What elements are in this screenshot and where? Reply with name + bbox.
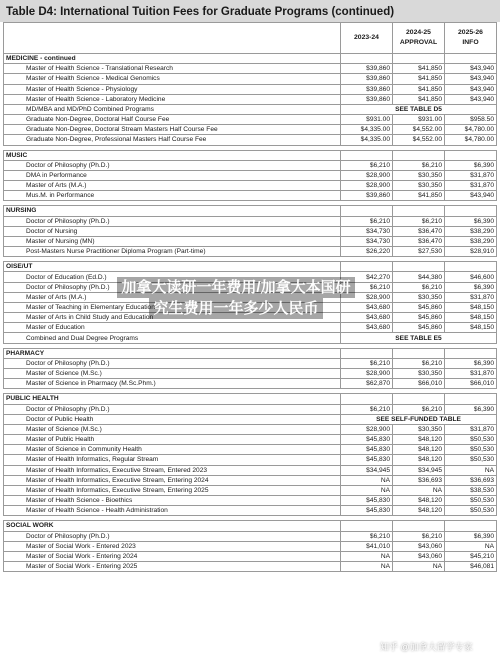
- program-name: Doctor of Education (Ed.D.): [4, 272, 341, 282]
- fee-cell-3: $6,390: [445, 160, 497, 170]
- fee-cell-1: $6,210: [341, 404, 393, 414]
- page-title: Table D4: International Tuition Fees for Graduate Programs (continued): [6, 6, 395, 18]
- fee-cell-1: $28,900: [341, 181, 393, 191]
- fee-cell-1: $39,860: [341, 74, 393, 84]
- section-heading-row: [4, 206, 497, 216]
- fee-cell-2: $45,860: [393, 302, 445, 312]
- section-heading-empty-cell: [393, 521, 445, 531]
- table-row: [4, 551, 497, 561]
- program-name: Master of Arts (M.A.): [4, 181, 341, 191]
- fee-cell-2: $44,380: [393, 272, 445, 282]
- section-heading: NURSING: [4, 206, 341, 216]
- title-bar: [0, 0, 500, 22]
- table-row: [4, 496, 497, 506]
- fee-cell-2: $30,350: [393, 424, 445, 434]
- table-row: [4, 170, 497, 180]
- fee-cell-3: $31,870: [445, 424, 497, 434]
- fee-cell-3: $50,530: [445, 445, 497, 455]
- fee-cell-2: NA: [393, 562, 445, 572]
- section-heading: OISE/UT: [4, 262, 341, 272]
- table-row: [4, 64, 497, 74]
- program-name: Master of Nursing (MN): [4, 236, 341, 246]
- fee-cell-3: $31,870: [445, 170, 497, 180]
- section-heading: PHARMACY: [4, 348, 341, 358]
- fee-cell-2: $36,470: [393, 226, 445, 236]
- program-name: Doctor of Philosophy (Ph.D.): [4, 216, 341, 226]
- overlay-line-2: 究生费用一年多少人民币: [149, 298, 322, 319]
- fee-cell-3: $38,530: [445, 485, 497, 495]
- program-name: Master of Social Work - Entering 2024: [4, 551, 341, 561]
- section-heading-empty-cell: [341, 206, 393, 216]
- fee-cell-1: $34,730: [341, 236, 393, 246]
- fee-cell-1: NA: [341, 475, 393, 485]
- program-name: Doctor of Philosophy (Ph.D.): [4, 358, 341, 368]
- fee-cell-3: $6,390: [445, 358, 497, 368]
- fee-cell-3: $43,940: [445, 191, 497, 201]
- watermark: 知乎 @加拿大留学专家: [380, 642, 473, 652]
- fee-cell-2: NA: [393, 485, 445, 495]
- section-heading-row: [4, 54, 497, 64]
- table-row: [4, 506, 497, 516]
- table-row: [4, 368, 497, 378]
- table-row: [4, 475, 497, 485]
- fee-cell-3: $4,780.00: [445, 125, 497, 135]
- program-name: Master of Education: [4, 323, 341, 333]
- section-heading-empty-cell: [341, 348, 393, 358]
- program-name: Master of Health Science - Physiology: [4, 84, 341, 94]
- section-heading: MEDICINE - continued: [4, 54, 341, 64]
- fee-cell-1: $43,680: [341, 313, 393, 323]
- table-row: [4, 333, 497, 343]
- fee-cell-2: $43,060: [393, 541, 445, 551]
- fee-cell-1: $28,900: [341, 292, 393, 302]
- fee-cell-2: $6,210: [393, 404, 445, 414]
- section-heading: PUBLIC HEALTH: [4, 394, 341, 404]
- section-heading-row: [4, 521, 497, 531]
- fee-cell-3: $28,910: [445, 247, 497, 257]
- fee-cell-3: $50,530: [445, 496, 497, 506]
- fee-cell-3: $6,390: [445, 404, 497, 414]
- section-heading-empty-cell: [445, 206, 497, 216]
- fee-cell-2: $66,010: [393, 379, 445, 389]
- fee-cell-3: $45,210: [445, 551, 497, 561]
- section-heading-empty-cell: [393, 348, 445, 358]
- fee-cell-2: $30,350: [393, 292, 445, 302]
- program-name: Master of Teaching in Elementary Education: [4, 302, 341, 312]
- fee-cell-3: $66,010: [445, 379, 497, 389]
- fee-cell-3: $31,870: [445, 181, 497, 191]
- fee-cell-1: $34,730: [341, 226, 393, 236]
- program-name: DMA in Performance: [4, 170, 341, 180]
- section-heading-empty-cell: [445, 394, 497, 404]
- table-row: [4, 485, 497, 495]
- fee-cell-1: $45,830: [341, 445, 393, 455]
- fee-cell-2: $4,552.00: [393, 125, 445, 135]
- program-name: Master of Health Science - Laboratory Medicine: [4, 94, 341, 104]
- fee-cell-1: $45,830: [341, 496, 393, 506]
- fee-cell-1: $62,870: [341, 379, 393, 389]
- table-row: [4, 115, 497, 125]
- table-row: [4, 74, 497, 84]
- fee-cell-3: $46,081: [445, 562, 497, 572]
- fee-cell-2: $30,350: [393, 170, 445, 180]
- fee-cell-1: NA: [341, 551, 393, 561]
- fee-cell-2: $6,210: [393, 216, 445, 226]
- fee-cell-2: $931.00: [393, 115, 445, 125]
- header-program: [4, 23, 341, 54]
- table-row: [4, 84, 497, 94]
- fee-cell-1: NA: [341, 562, 393, 572]
- table-row: [4, 191, 497, 201]
- fee-cell-2: $48,120: [393, 496, 445, 506]
- header-row: [4, 23, 497, 54]
- fee-cell-2: $48,120: [393, 435, 445, 445]
- fee-cell-3: $6,390: [445, 282, 497, 292]
- fee-cell-2: $6,210: [393, 282, 445, 292]
- program-name: Master of Social Work - Entered 2023: [4, 541, 341, 551]
- fee-cell-1: $28,900: [341, 424, 393, 434]
- program-name: Post-Masters Nurse Practitioner Diploma Program (Part-time): [4, 247, 341, 257]
- fee-cell-3: $31,870: [445, 292, 497, 302]
- section-heading: MUSIC: [4, 150, 341, 160]
- program-name: Master of Public Health: [4, 435, 341, 445]
- section-heading: SOCIAL WORK: [4, 521, 341, 531]
- fee-cell-2: $30,350: [393, 181, 445, 191]
- fee-cell-1: $4,335.00: [341, 135, 393, 145]
- fee-cell-2: $27,530: [393, 247, 445, 257]
- fee-cell-1: $41,010: [341, 541, 393, 551]
- section-heading-empty-cell: [341, 521, 393, 531]
- program-name: Master of Health Informatics, Executive Stream, Entering 2024: [4, 475, 341, 485]
- section-heading-row: [4, 348, 497, 358]
- program-name: Master of Arts in Child Study and Education: [4, 313, 341, 323]
- fee-cell-3: $31,870: [445, 368, 497, 378]
- fee-cell-2: $30,350: [393, 368, 445, 378]
- fee-cell-1: NA: [341, 485, 393, 495]
- fee-cell-2: $48,120: [393, 455, 445, 465]
- program-name: Mus.M. in Performance: [4, 191, 341, 201]
- section-heading-empty-cell: [393, 206, 445, 216]
- program-name: Master of Social Work - Entering 2025: [4, 562, 341, 572]
- header-col-1: 2023-24: [341, 23, 393, 54]
- table-row: [4, 226, 497, 236]
- fee-cell-2: $6,210: [393, 531, 445, 541]
- section-heading-empty-cell: [393, 150, 445, 160]
- table-row: [4, 181, 497, 191]
- fee-cell-2: $45,860: [393, 313, 445, 323]
- fee-cell-3: $48,150: [445, 313, 497, 323]
- section-heading-empty-cell: [341, 54, 393, 64]
- section-heading-empty-cell: [445, 521, 497, 531]
- section-heading-empty-cell: [393, 394, 445, 404]
- fee-cell-1: $42,270: [341, 272, 393, 282]
- program-name: Master of Science in Pharmacy (M.Sc.Phm.): [4, 379, 341, 389]
- program-name: Doctor of Philosophy (Ph.D.): [4, 531, 341, 541]
- fee-cell-1: $931.00: [341, 115, 393, 125]
- program-name: Doctor of Philosophy (Ph.D.): [4, 404, 341, 414]
- fee-cell-2: $41,850: [393, 74, 445, 84]
- program-name: Master of Health Science - Translational Research: [4, 64, 341, 74]
- table-row: [4, 358, 497, 368]
- table-row: [4, 247, 497, 257]
- table-row: [4, 562, 497, 572]
- table-row: [4, 216, 497, 226]
- fee-cell-2: $34,945: [393, 465, 445, 475]
- program-name: Doctor of Philosophy (Ph.D.): [4, 160, 341, 170]
- section-heading-row: [4, 262, 497, 272]
- fee-cell-3: $4,780.00: [445, 135, 497, 145]
- program-name: Doctor of Nursing: [4, 226, 341, 236]
- section-heading-row: [4, 150, 497, 160]
- fee-cell-1: $45,830: [341, 506, 393, 516]
- section-heading-empty-cell: [393, 54, 445, 64]
- fee-cell-3: $43,940: [445, 74, 497, 84]
- section-heading-empty-cell: [445, 150, 497, 160]
- fee-cell-3: $38,290: [445, 236, 497, 246]
- fee-cell-1: $34,945: [341, 465, 393, 475]
- program-name: MD/MBA and MD/PhD Combined Programs: [4, 104, 341, 114]
- table-row: [4, 455, 497, 465]
- program-name: Master of Arts (M.A.): [4, 292, 341, 302]
- table-row: [4, 435, 497, 445]
- program-name: Graduate Non-Degree, Doctoral Half Course Fee: [4, 115, 341, 125]
- program-name: Master of Science (M.Sc.): [4, 424, 341, 434]
- fee-cell-1: $45,830: [341, 435, 393, 445]
- fee-cell-3: $36,693: [445, 475, 497, 485]
- fee-cell-3: $38,290: [445, 226, 497, 236]
- fee-cell-1: $26,220: [341, 247, 393, 257]
- fee-cell-3: $50,530: [445, 506, 497, 516]
- fee-cell-3: $43,940: [445, 84, 497, 94]
- fee-cell-1: $39,860: [341, 84, 393, 94]
- section-heading-row: [4, 394, 497, 404]
- fee-cell-2: $45,860: [393, 323, 445, 333]
- see-reference: SEE TABLE D5: [341, 104, 497, 114]
- table-row: [4, 104, 497, 114]
- program-name: Doctor of Philosophy (Ph.D.): [4, 282, 341, 292]
- fee-cell-2: $41,850: [393, 191, 445, 201]
- fee-cell-3: $43,940: [445, 64, 497, 74]
- table-row: [4, 404, 497, 414]
- fee-cell-2: $48,120: [393, 506, 445, 516]
- fee-cell-1: $43,680: [341, 323, 393, 333]
- fee-cell-2: $6,210: [393, 160, 445, 170]
- overlay-caption: [66, 277, 406, 319]
- fee-cell-3: $48,150: [445, 323, 497, 333]
- program-name: Graduate Non-Degree, Professional Masters Half Course Fee: [4, 135, 341, 145]
- program-name: Doctor of Public Health: [4, 414, 341, 424]
- fee-cell-1: $45,830: [341, 455, 393, 465]
- table-row: [4, 424, 497, 434]
- fee-cell-3: $50,530: [445, 435, 497, 445]
- program-name: Master of Health Informatics, Executive Stream, Entering 2025: [4, 485, 341, 495]
- fee-cell-1: $43,680: [341, 302, 393, 312]
- fee-cell-1: $4,335.00: [341, 125, 393, 135]
- program-name: Master of Science in Community Health: [4, 445, 341, 455]
- section-heading-empty-cell: [393, 262, 445, 272]
- fee-cell-3: $50,530: [445, 455, 497, 465]
- fee-cell-2: $43,060: [393, 551, 445, 561]
- table-row: [4, 414, 497, 424]
- fee-cell-2: $6,210: [393, 358, 445, 368]
- table-row: [4, 94, 497, 104]
- section-heading-empty-cell: [445, 348, 497, 358]
- table-row: [4, 445, 497, 455]
- table-row: [4, 531, 497, 541]
- fee-cell-1: $39,860: [341, 94, 393, 104]
- fee-cell-3: NA: [445, 465, 497, 475]
- fee-cell-1: $28,900: [341, 368, 393, 378]
- table-row: [4, 541, 497, 551]
- program-name: Master of Health Science - Health Administration: [4, 506, 341, 516]
- fee-cell-1: $6,210: [341, 216, 393, 226]
- table-row: [4, 135, 497, 145]
- program-name: Master of Health Informatics, Executive Stream, Entered 2023: [4, 465, 341, 475]
- header-col-3: 2025-26 INFO: [445, 23, 497, 54]
- table-row: [4, 465, 497, 475]
- fee-cell-1: $6,210: [341, 282, 393, 292]
- table-row: [4, 323, 497, 333]
- header-col-2: 2024-25 APPROVAL: [393, 23, 445, 54]
- fee-cell-2: $41,850: [393, 64, 445, 74]
- fee-cell-2: $36,470: [393, 236, 445, 246]
- fee-cell-2: $36,693: [393, 475, 445, 485]
- fee-cell-2: $41,850: [393, 94, 445, 104]
- program-name: Combined and Dual Degree Programs: [4, 333, 341, 343]
- fee-cell-3: $46,600: [445, 272, 497, 282]
- section-heading-empty-cell: [341, 262, 393, 272]
- table-row: [4, 125, 497, 135]
- section-heading-empty-cell: [341, 394, 393, 404]
- section-heading-empty-cell: [445, 54, 497, 64]
- fee-cell-3: $43,940: [445, 94, 497, 104]
- fee-cell-3: NA: [445, 541, 497, 551]
- fee-cell-1: $39,860: [341, 191, 393, 201]
- program-name: Master of Health Science - Bioethics: [4, 496, 341, 506]
- see-reference: SEE TABLE E5: [341, 333, 497, 343]
- program-name: Graduate Non-Degree, Doctoral Stream Masters Half Course Fee: [4, 125, 341, 135]
- section-heading-empty-cell: [445, 262, 497, 272]
- table-row: [4, 160, 497, 170]
- program-name: Master of Health Informatics, Regular Stream: [4, 455, 341, 465]
- fee-cell-3: $958.50: [445, 115, 497, 125]
- fee-cell-3: $6,390: [445, 531, 497, 541]
- table-row: [4, 236, 497, 246]
- see-reference: SEE SELF-FUNDED TABLE: [341, 414, 497, 424]
- program-name: Master of Science (M.Sc.): [4, 368, 341, 378]
- fee-cell-1: $6,210: [341, 358, 393, 368]
- fee-cell-1: $6,210: [341, 531, 393, 541]
- fee-cell-3: $6,390: [445, 216, 497, 226]
- fee-cell-1: $28,900: [341, 170, 393, 180]
- table-row: [4, 379, 497, 389]
- overlay-line-1: 加拿大读研一年费用/加拿大本国研: [117, 277, 354, 298]
- fee-cell-2: $41,850: [393, 84, 445, 94]
- fee-cell-1: $39,860: [341, 64, 393, 74]
- fee-cell-3: $48,150: [445, 302, 497, 312]
- fee-cell-2: $48,120: [393, 445, 445, 455]
- section-heading-empty-cell: [341, 150, 393, 160]
- fee-cell-2: $4,552.00: [393, 135, 445, 145]
- fee-cell-1: $6,210: [341, 160, 393, 170]
- program-name: Master of Health Science - Medical Genomics: [4, 74, 341, 84]
